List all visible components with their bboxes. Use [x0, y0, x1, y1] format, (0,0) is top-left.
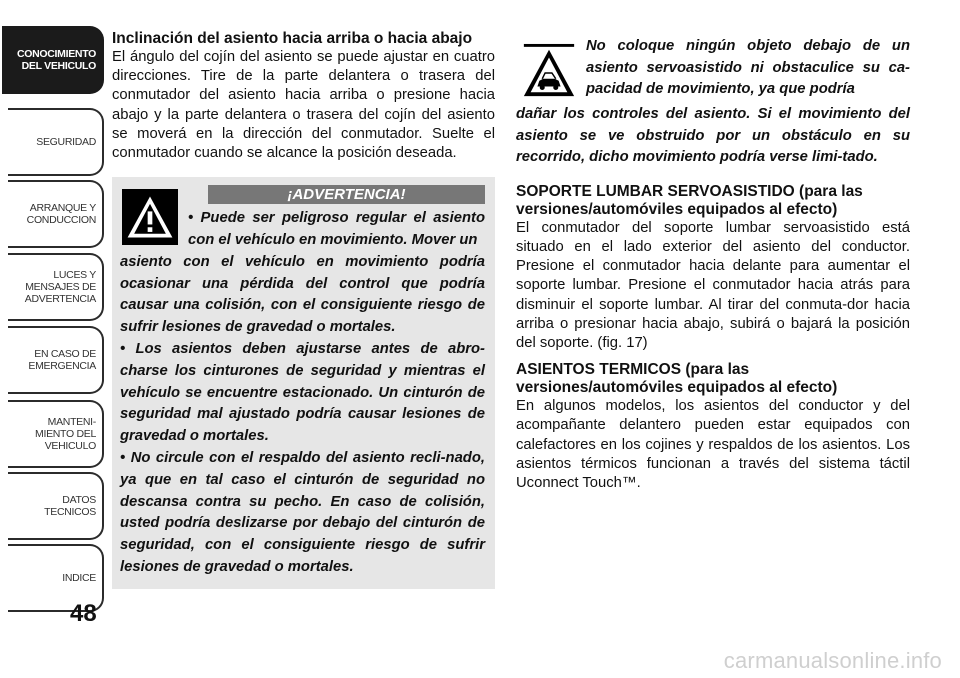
tab-label: ARRANQUE Y CONDUCCION — [26, 202, 96, 226]
heated-seats-body: En algunos modelos, los asientos del conductor y del acompañante delantero pueden estar equipados con calefactores en los cojines y respaldos de los asientos. Los asientos térmicos funcionan a través del sistema táctil Uconnect Touch™. — [516, 398, 910, 492]
tab-label: CONOCIMIENTO DEL VEHICULO — [16, 48, 96, 72]
heated-seats-heading: ASIENTOS TERMICOS (para las versiones/automóviles equipados al efecto) — [516, 361, 838, 397]
lumbar-heading: SOPORTE LUMBAR SERVOASISTIDO (para las versiones/automóviles equipados al efecto) — [516, 182, 863, 218]
note-rest: dañar los controles del asiento. Si el movimiento del asiento se ve obstruido por un obstáculo en su recorrido, dicho movimiento podría verse limi-tado. — [516, 106, 910, 166]
caution-car-icon — [520, 40, 578, 104]
tab-label: MANTENI- MIENTO DEL VEHICULO — [35, 416, 96, 452]
warning-box — [112, 177, 495, 589]
tab-label: DATOS TECNICOS — [44, 494, 96, 518]
tab-mantenimiento[interactable] — [8, 400, 104, 468]
page-number: 48 — [70, 600, 97, 627]
warning-item-3: • No circule con el respaldo del asiento recli-nado, ya que en tal caso el cinturón de seguridad no descansa contra su pecho. En caso de colisión, usted podría deslizarse por debajo del cinturón de seguridad, con el consiguiente riesgo de sufrir lesiones de gravedad o mortales. — [120, 449, 485, 575]
warning-item-2: • Los asientos deben ajustarse antes de abro-charse los cinturones de seguridad y mientras el vehículo se encuentre estacionado. Un cinturón de seguridad mal ajustado podría causar lesiones de gravedad o mortales. — [120, 341, 485, 445]
tab-seguridad[interactable] — [8, 108, 104, 176]
warning-triangle-icon — [122, 189, 178, 245]
warning-item-1-rest: asiento con el vehículo en movimiento podría ocasionar una pérdida del control que podría causar una colisión, con el consiguiente riesgo de sufrir lesiones de gravedad o mortales. — [120, 253, 485, 336]
tab-label: LUCES Y MENSAJES DE ADVERTENCIA — [24, 269, 96, 305]
seat-tilt-heading: Inclinación del asiento hacia arriba o hacia abajo — [112, 30, 473, 47]
tab-arranque-y-conduccion[interactable] — [8, 180, 104, 248]
watermark: carmanualsonline.info — [723, 648, 942, 673]
warning-title: ¡ADVERTENCIA! — [208, 185, 485, 204]
chapter-tabs — [0, 0, 106, 600]
tab-label: EN CASO DE EMERGENCIA — [28, 348, 96, 372]
note-first: No coloque ningún objeto debajo de un asiento servoasistido ni obstaculice su ca-pacidad de movimiento, ya que podría — [586, 38, 910, 98]
tab-en-caso-de-emergencia[interactable] — [8, 326, 104, 394]
tab-label: SEGURIDAD — [36, 136, 96, 148]
right-column — [516, 36, 910, 493]
left-column — [112, 30, 495, 589]
warning-item-1-start: • Puede ser peligroso regular el asiento con el vehículo en movimiento. Mover un — [188, 210, 485, 249]
seat-tilt-body: El ángulo del cojín del asiento se puede ajustar en cuatro direcciones. Tire de la parte delantera o trasera del conmutador del asiento hacia arriba o presione hacia abajo y la parte delantera o trasera del cojín del asiento se moverá en la dirección del conmutador. Suelte el conmutador cuando se alcance la posición deseada. — [112, 49, 495, 162]
tab-datos-tecnicos[interactable] — [8, 472, 104, 540]
tab-conocimiento-del-vehiculo[interactable] — [2, 26, 104, 94]
lumbar-body: El conmutador del soporte lumbar servoasistido está situado en el lado exterior del asiento del conductor. Presione el conmutador hacia delante para aumentar el soporte lumbar. Presione el conmutador hacia atrás para disminuir el soporte lumbar. Al tirar del conmuta-dor hacia arriba o presionar hacia abajo, subirá o bajará la posición del soporte. (fig. 17) — [516, 219, 910, 351]
tab-label: INDICE — [62, 572, 96, 584]
tab-luces-y-mensajes[interactable] — [8, 253, 104, 321]
